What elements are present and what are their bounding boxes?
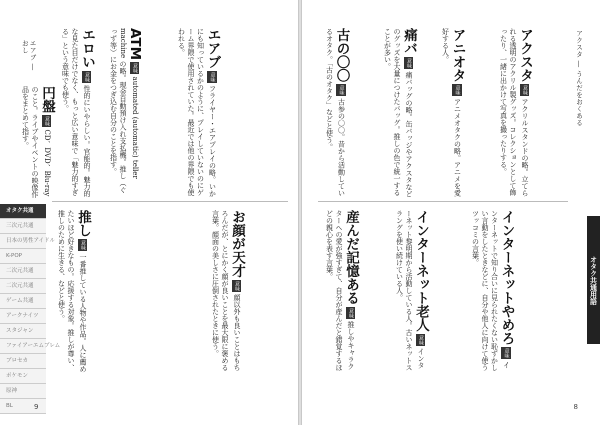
index-tab[interactable]: 二次元共通 (0, 279, 46, 294)
index-tab[interactable]: 二次元共通 (0, 264, 46, 279)
entry-okao: お顔が天才 意味 顔以外も良いことはもちろんだが、とにかく顔が良いことを最大限に褒める言葉。顔面の美しさに圧倒されたときに使う。 (211, 210, 245, 371)
index-tab[interactable]: ポケモン (0, 369, 46, 384)
index-tabs (0, 204, 61, 414)
side-tab-otaku-common[interactable]: オタク共通用語 (587, 216, 600, 344)
right-running-head: アクスタ ― うんだをおくある (575, 30, 583, 127)
index-tab[interactable]: 三次元共通 (0, 219, 46, 234)
entry-oshi: 推し 意味 一番推している人物や作品。人に薦めたいほど好きなもの。応援する対象。推しが尊い、推しのために生きる、などと使う。 (57, 210, 91, 373)
index-tab[interactable]: オタク共通 (0, 204, 46, 219)
entry-eroi: エロい 意味 性的にいやらしい。官能的。魅力的な見た目だけでなく、もっと広い意味で「魅力的すぎる」という意味でも使う。 (61, 28, 95, 197)
left-running-head: エアブ ― おし (20, 40, 37, 71)
entry-aniota: アニオタ 意味 アニメオタクの略。アニメを愛好する人。 (441, 28, 466, 197)
entry-itaba: 痛バ 意味 痛バッグの略。缶バッジやアクスタなどのグッズを大量につけたバッグ。推しの色で統一することが多い。 (383, 28, 417, 198)
index-tab[interactable]: アークナイツ (0, 309, 46, 324)
index-tab[interactable]: 原神 (0, 384, 46, 399)
left-divider (52, 201, 288, 202)
entry-akusuta: アクスタ 意味 アクリルスタンドの略。立てられる透明のアクリル製グッズ。コレクションとして飾ったり、一緒に出かけて写真を撮ったりする。 (499, 28, 533, 197)
left-page (0, 0, 298, 425)
index-tab[interactable]: 日本の男性アイドル (0, 234, 46, 249)
index-tab[interactable]: K-POP (0, 249, 46, 264)
index-tab[interactable]: BL (0, 399, 46, 414)
entry-internet-roujin: インターネット老人 意味 インターネット黎明期から活動している人。古いネットスラングを使い続けている人。 (395, 210, 429, 371)
entry-inishie: 古の〇〇 意味 古参の〇〇。昔から活動しているオタク。「古のオタク」などと使う。 (325, 28, 350, 197)
index-tab[interactable]: ファイアーエムブレム (0, 339, 46, 354)
entry-eapu: エアブ 意味 フライヤー・エアプレイの略。いかにも知っているかのように、プレイしていないのにゲーム界隈で使用されていた。最近では他の界隈でも使われる。 (177, 28, 221, 197)
right-page-number: 8 (573, 403, 578, 411)
index-tab[interactable]: ブロセカ (0, 354, 46, 369)
index-tab[interactable]: ゲーム共通 (0, 294, 46, 309)
right-divider (318, 201, 568, 202)
right-page (302, 0, 600, 425)
entry-unda-kioku: 産んだ記憶ある 意味 推しやキャラクターへの愛が強すぎて、自分が産んだと錯覚するほどの親心を表す言葉。 (325, 210, 359, 371)
left-page-number: 9 (34, 403, 39, 411)
entry-internet-yamero: インターネットやめろ 意味 インターネットで知り合いに見られたくない恥ずかしい言動をしたときなどに、自分や他人に向けて使うツッコミの言葉。 (471, 210, 515, 371)
entry-enban: 円盤 意味 CD、DVD、Blu-ray のこと。ライブやイベントの映像作品をまとめて指す。 (21, 86, 55, 198)
entry-atm: ATM 意味 automated (automatic) teller machine の略。現金自動預け入れ支払機。推し（ぐっず等）にお金をつぎ込む自分のことを指す。 (109, 28, 143, 194)
index-tab[interactable]: スタジャン (0, 324, 46, 339)
